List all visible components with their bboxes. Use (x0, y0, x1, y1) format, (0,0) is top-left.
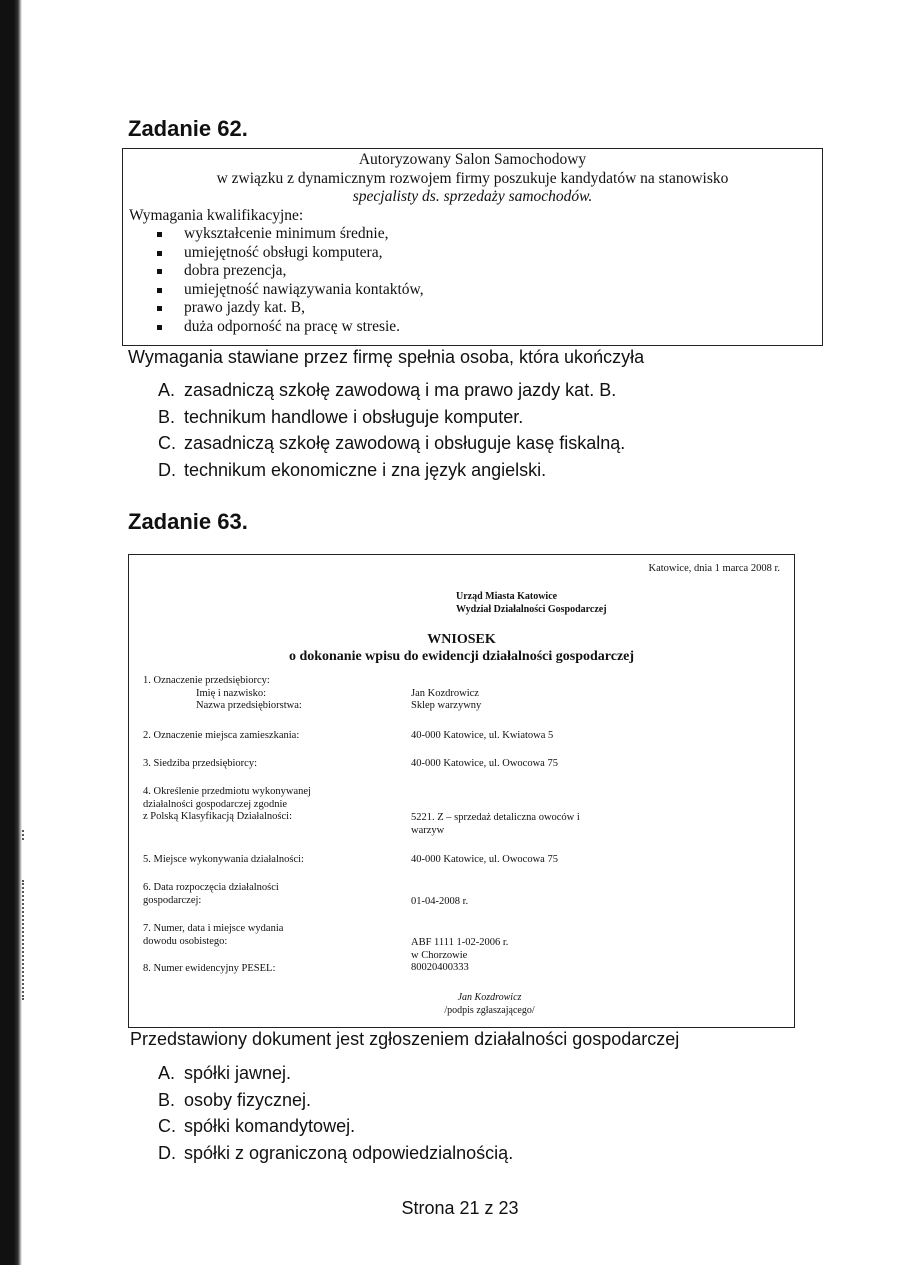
answer-option[interactable] (158, 1116, 513, 1143)
answer-letter: C. (158, 1116, 176, 1136)
answer-option[interactable] (158, 407, 625, 434)
field-value: 40-000 Katowice, ul. Kwiatowa 5 (411, 730, 554, 741)
form-title-main: WNIOSEK (427, 632, 496, 647)
list-item: umiejętność nawiązywania kontaktów, (157, 281, 822, 300)
list-item: duża odporność na pracę w stresie. (157, 318, 822, 337)
task-63-question: Przedstawiony dokument jest zgłoszeniem działalności gospodarczej (130, 1029, 680, 1049)
field-label: 7. Numer, data i miejsce wydania (143, 923, 284, 934)
office-department: Wydział Działalności Gospodarczej (456, 604, 607, 615)
scan-noise (22, 880, 38, 1000)
answer-letter: D. (158, 1142, 176, 1163)
field-value: warzyw (411, 824, 445, 836)
field-value: 01-04-2008 r. (411, 896, 469, 907)
answer-letter: A. (158, 1063, 176, 1083)
ad-intro: w związku z dynamicznym rozwojem firmy poszukuje kandydatów na stanowisko (216, 169, 729, 187)
field-label: 2. Oznaczenie miejsca zamieszkania: (143, 730, 300, 741)
field-label: dowodu osobistego: (143, 935, 228, 947)
answer-letter: D. (158, 459, 176, 480)
field-label: 5. Miejsce wykonywania działalności: (143, 854, 304, 865)
answer-option[interactable] (158, 1063, 513, 1090)
application-form (128, 554, 795, 1028)
form-title-sub: o dokonanie wpisu do ewidencji działalności gospodarczej (288, 649, 635, 664)
signature (129, 991, 794, 1017)
office-name: Urząd Miasta Katowice (456, 591, 558, 602)
ad-company: Autoryzowany Salon Samochodowy (358, 151, 587, 168)
answer-text: osoby fizycznej. (184, 1089, 312, 1110)
signature-caption: /podpis zgłaszającego/ (444, 1005, 535, 1016)
field-value: 40-000 Katowice, ul. Owocowa 75 (411, 758, 558, 769)
field-value: Jan Kozdrowicz (411, 687, 479, 699)
answer-letter: B. (158, 1089, 176, 1110)
field-label: 8. Numer ewidencyjny PESEL: (143, 963, 276, 974)
answer-text: technikum ekonomiczne i zna język angielski. (184, 459, 547, 480)
field-value: Sklep warzywny (411, 700, 482, 711)
form-office (456, 590, 607, 616)
field-value: 40-000 Katowice, ul. Owocowa 75 (411, 854, 558, 865)
answer-text: spółki komandytowej. (184, 1116, 356, 1136)
answer-text: spółki z ograniczoną odpowiedzialnością. (184, 1142, 514, 1163)
page-number: Strona 21 z 23 (401, 1198, 519, 1218)
task-62-question: Wymagania stawiane przez firmę spełnia osoba, która ukończyła (128, 347, 645, 367)
ad-position: specjalisty ds. sprzedaży samochodów. (352, 188, 593, 205)
field-label: 3. Siedziba przedsiębiorcy: (143, 758, 258, 769)
scan-noise (22, 830, 38, 840)
job-ad-box (122, 148, 823, 346)
task-63-answers (158, 1063, 513, 1169)
answer-letter: B. (158, 406, 176, 427)
field-label: z Polską Klasyfikacją Działalności: (143, 811, 292, 822)
task-63-heading: Zadanie 63. (128, 509, 248, 534)
answer-text: zasadniczą szkołę zawodową i obsługuje kasę fiskalną. (184, 433, 626, 453)
list-item: umiejętność obsługi komputera, (157, 244, 822, 263)
list-item: wykształcenie minimum średnie, (157, 225, 822, 244)
field-label: 6. Data rozpoczęcia działalności (143, 882, 279, 893)
answer-letter: A. (158, 380, 176, 400)
answer-option[interactable] (158, 433, 625, 460)
answer-letter: C. (158, 433, 176, 453)
field-value: 5221. Z – sprzedaż detaliczna owoców i (411, 812, 580, 823)
field-label: Nazwa przedsiębiorstwa: (196, 700, 302, 711)
field-label: 4. Określenie przedmiotu wykonywanej (143, 786, 311, 797)
list-item: dobra prezencja, (157, 262, 822, 281)
field-label: Imię i nazwisko: (196, 687, 266, 699)
answer-text: technikum handlowe i obsługuje komputer. (184, 406, 524, 427)
field-label: 1. Oznaczenie przedsiębiorcy: (143, 675, 270, 686)
requirements-label: Wymagania kwalifikacyjne: (129, 206, 304, 224)
answer-text: spółki jawnej. (184, 1063, 292, 1083)
form-title (129, 631, 794, 665)
signature-name: Jan Kozdrowicz (457, 992, 522, 1003)
list-item: prawo jazdy kat. B, (157, 299, 822, 318)
answer-option[interactable] (158, 380, 625, 407)
field-value: ABF 1111 1-02-2006 r. (411, 937, 509, 948)
form-date: Katowice, dnia 1 marca 2008 r. (648, 563, 780, 574)
task-62-answers (158, 380, 625, 486)
answer-option[interactable] (158, 460, 625, 487)
field-label: gospodarczej: (143, 894, 202, 906)
answer-option[interactable] (158, 1090, 513, 1117)
task-62-heading: Zadanie 62. (128, 116, 248, 141)
field-value: w Chorzowie (411, 949, 468, 961)
answer-text: zasadniczą szkołę zawodową i ma prawo jazdy kat. B. (184, 380, 617, 400)
field-value: 80020400333 (411, 962, 469, 973)
requirements-list (123, 225, 822, 336)
answer-option[interactable] (158, 1143, 513, 1170)
scan-edge (0, 0, 22, 1265)
field-label: działalności gospodarczej zgodnie (143, 798, 288, 810)
